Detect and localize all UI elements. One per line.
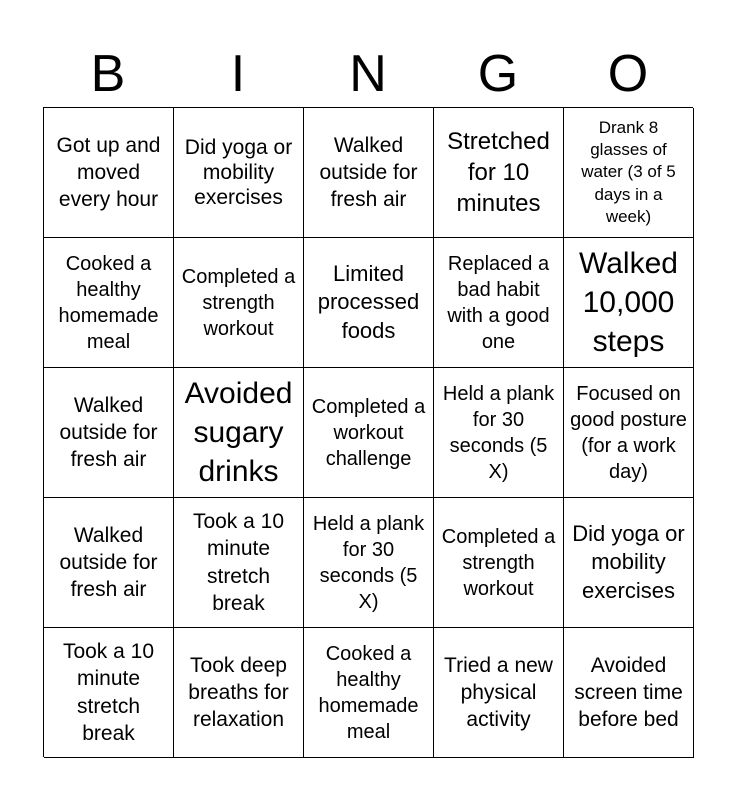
bingo-cell-r4c5[interactable]: Did yoga or mobility exercises [564, 498, 694, 628]
bingo-cell-r3c2[interactable]: Avoided sugary drinks [174, 368, 304, 498]
bingo-cell-r1c3[interactable]: Walked outside for fresh air [304, 108, 434, 238]
bingo-cell-r1c2[interactable]: Did yoga or mobility exercises [174, 108, 304, 238]
bingo-cell-r2c5[interactable]: Walked 10,000 steps [564, 238, 694, 368]
bingo-cell-r4c2[interactable]: Took a 10 minute stretch break [174, 498, 304, 628]
header-letter-o: O [607, 45, 649, 103]
bingo-cell-r2c3[interactable]: Limited processed foods [304, 238, 434, 368]
header-letter-g: G [477, 45, 519, 103]
bingo-header [43, 44, 693, 104]
bingo-cell-r2c4[interactable]: Replaced a bad habit with a good one [434, 238, 564, 368]
bingo-cell-r5c2[interactable]: Took deep breaths for relaxation [174, 628, 304, 758]
bingo-grid [43, 107, 693, 757]
bingo-cell-r5c1[interactable]: Took a 10 minute stretch break [44, 628, 174, 758]
bingo-cell-r3c4[interactable]: Held a plank for 30 seconds (5 X) [434, 368, 564, 498]
bingo-cell-r4c3[interactable]: Held a plank for 30 seconds (5 X) [304, 498, 434, 628]
header-letter-i: I [230, 45, 246, 103]
bingo-cell-r5c4[interactable]: Tried a new physical activity [434, 628, 564, 758]
bingo-cell-r1c5[interactable]: Drank 8 glasses of water (3 of 5 days in a week) [564, 108, 694, 238]
bingo-cell-r3c3[interactable]: Completed a workout challenge [304, 368, 434, 498]
bingo-cell-r4c4[interactable]: Completed a strength workout [434, 498, 564, 628]
bingo-cell-r1c4[interactable]: Stretched for 10 minutes [434, 108, 564, 238]
bingo-cell-r2c2[interactable]: Completed a strength workout [174, 238, 304, 368]
bingo-cell-r1c1[interactable]: Got up and moved every hour [44, 108, 174, 238]
header-letter-n: N [349, 45, 387, 103]
bingo-cell-r2c1[interactable]: Cooked a healthy homemade meal [44, 238, 174, 368]
header-letter-b: B [90, 45, 126, 103]
bingo-cell-r4c1[interactable]: Walked outside for fresh air [44, 498, 174, 628]
bingo-cell-r3c5[interactable]: Focused on good posture (for a work day) [564, 368, 694, 498]
bingo-cell-r5c5[interactable]: Avoided screen time before bed [564, 628, 694, 758]
bingo-cell-r3c1[interactable]: Walked outside for fresh air [44, 368, 174, 498]
bingo-cell-r5c3[interactable]: Cooked a healthy homemade meal [304, 628, 434, 758]
